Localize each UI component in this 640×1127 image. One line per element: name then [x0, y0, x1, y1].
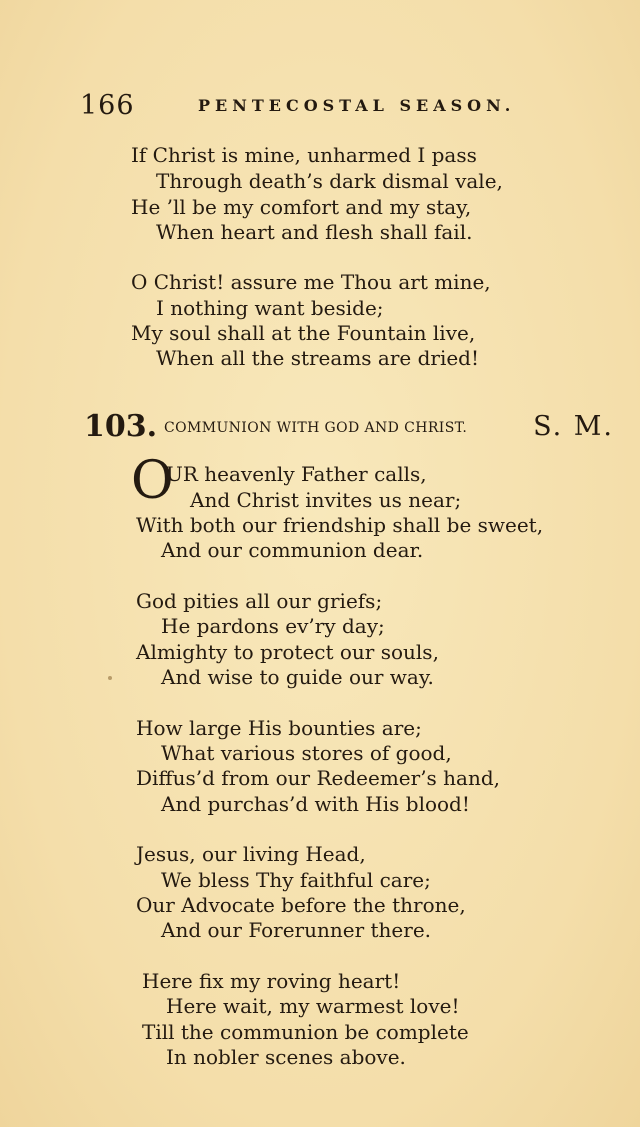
poem-line: Through death’s dark dismal vale,	[156, 169, 503, 193]
hymn-line: And our Forerunner there.	[161, 918, 432, 942]
paper-speck	[108, 676, 112, 680]
hymn-line: Till the communion be complete	[142, 1020, 469, 1044]
hymn-title: COMMUNION WITH GOD AND CHRIST.	[164, 420, 468, 436]
hymn-line: God pities all our griefs;	[136, 589, 383, 613]
hymn-line: And purchas’d with His blood!	[161, 792, 470, 816]
hymn-line: How large His bounties are;	[136, 716, 422, 740]
hymn-line: Jesus, our living Head,	[136, 842, 366, 866]
poem-line: He ’ll be my comfort and my stay,	[131, 195, 472, 219]
page-number: 166	[80, 90, 135, 121]
poem-line: If Christ is mine, unharmed I pass	[131, 143, 477, 167]
hymn-line: What various stores of good,	[161, 741, 452, 765]
hymn-line: And our communion dear.	[161, 538, 424, 562]
hymn-line: With both our friendship shall be sweet,	[136, 513, 544, 537]
poem-line: I nothing want beside;	[156, 296, 384, 320]
running-head: PENTECOSTAL SEASON.	[198, 96, 516, 115]
page-header	[80, 88, 540, 124]
poem-line: When all the streams are dried!	[156, 346, 480, 370]
hymn-number: 103.	[84, 409, 158, 444]
hymn-line: And wise to guide our way.	[161, 665, 434, 689]
hymn-line: Almighty to protect our souls,	[136, 640, 439, 664]
drop-cap: O	[131, 451, 174, 511]
hymn-line: Here wait, my warmest love!	[166, 994, 460, 1018]
hymn-line: Here fix my roving heart!	[142, 969, 401, 993]
hymn-line: UR heavenly Father calls,	[166, 462, 427, 486]
poem-line: O Christ! assure me Thou art mine,	[131, 270, 491, 294]
hymn-line: Our Advocate before the throne,	[136, 893, 466, 917]
poem-line: When heart and flesh shall fail.	[156, 220, 473, 244]
hymn-line: He pardons ev’ry day;	[161, 614, 385, 638]
hymn-line: We bless Thy faithful care;	[161, 868, 431, 892]
hymn-heading	[84, 407, 614, 447]
hymn-line: Diffus’d from our Redeemer’s hand,	[136, 766, 501, 790]
hymn-meter: S. M.	[533, 411, 614, 442]
hymn-line: In nobler scenes above.	[166, 1045, 406, 1069]
poem-line: My soul shall at the Fountain live,	[131, 321, 476, 345]
hymn-line: And Christ invites us near;	[190, 488, 462, 512]
